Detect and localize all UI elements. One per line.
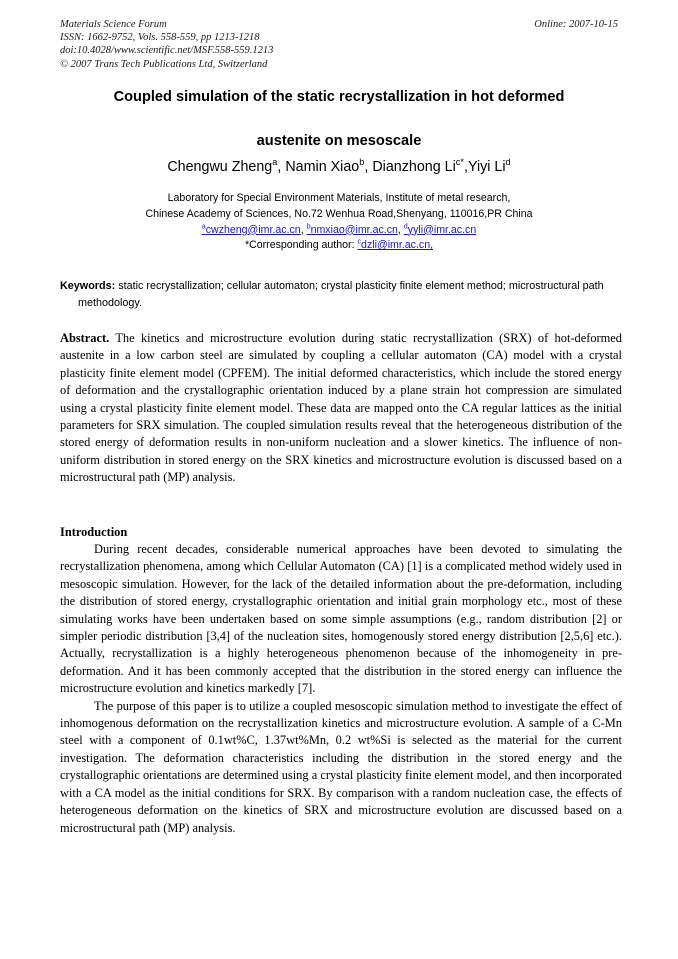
author-sup-1: a	[272, 157, 278, 168]
author-sup-3: c*	[455, 157, 464, 168]
online-date: Online: 2007-10-15	[534, 19, 618, 30]
journal-name: Materials Science Forum	[60, 19, 167, 30]
title-line-2: austenite on mesoscale	[256, 133, 422, 149]
abstract-text: The kinetics and microstructure evolution during static recrystallization (SRX) of hot-deformed austenite in a low carbon steel are simulated by coupling a cellular automaton (CA) model with a crystal plasticity finite element model (CPFEM). The initial deformed characteristics, which include the stored energy of deformation and the crystallographic orientation induced by a plane strain hot compression are simulated using a crystal plasticity finite element model. These data are mapped onto the CA regular lattices as the initial parameters for SRX simulation. The coupled simulation results reveal that the heterogeneous distribution of the stored energy of deformation results in non-uniform nucleation and a slower kinetics. The influence of non-uniform distribution in stored energy on the SRX kinetics and microstructure evolution is discussed based on a microstructural path (MP) analysis.	[60, 331, 622, 485]
email-separator-2: ,	[397, 223, 404, 236]
author-separator-3: ,	[463, 159, 468, 175]
journal-copyright-line: © 2007 Trans Tech Publications Ltd, Switzerland	[60, 58, 268, 70]
title-line-1: Coupled simulation of the static recrystallization in hot deformed	[113, 89, 565, 105]
author-list	[60, 158, 618, 177]
journal-issn-line: ISSN: 1662-9752, Vols. 558-559, pp 1213-1218	[60, 32, 260, 44]
affiliation-block	[60, 191, 618, 254]
author-sup-4: d	[505, 157, 511, 168]
page-title	[60, 88, 618, 150]
author-sup-2: b	[359, 157, 365, 168]
section-heading-introduction: Introduction	[60, 525, 128, 539]
affiliation-line-1: Laboratory for Special Environment Materials, Institute of metal research,	[167, 192, 511, 204]
email-sup-2: b	[306, 221, 311, 231]
corresponding-email-text: dzli@imr.ac.cn,	[361, 239, 434, 252]
author-name-3: Dianzhong Li	[372, 159, 456, 175]
keywords-block	[60, 278, 636, 311]
affiliation-line-2: Chinese Academy of Sciences, No.72 Wenhua Road,Shenyang, 110016,PR China	[145, 207, 533, 220]
email-sup-1: a	[201, 221, 206, 231]
email-text-2: nmxiao@imr.ac.cn	[310, 223, 398, 236]
keywords-label: Keywords:	[60, 280, 116, 292]
author-name-4: Yiyi Li	[467, 159, 506, 175]
journal-header-row-1	[60, 18, 618, 31]
introduction-paragraph-1: During recent decades, considerable numerical approaches have been devoted to simulating the recrystallization phenomena, among which Cellular Automaton (CA) [1] is a complicated method widely used in mesoscopic simulation. However, for the lack of the detailed information about the pre-deformation, including the distribution of stored energy, crystallographic orientation and initial grain morphology etc., most of these simulating works have been undertaken based on some simple assumptions (e.g., random distribution [2] or simpler periodic distribution [3,4] of the nucleation sites, homogenously stored energy distribution [2,5,6] etc.). Actually, recrystallization is a highly heterogeneous phenomenon because of the inhomogeneity in pre-deformation. And it has been commonly accepted that the distribution in the stored energy can influence the microstructure evolution and kinetics markedly [7].	[60, 542, 622, 696]
corresponding-author-label: *Corresponding author:	[244, 239, 358, 252]
email-link-3[interactable]	[403, 221, 477, 236]
email-link-1[interactable]	[201, 221, 301, 236]
email-link-2[interactable]	[306, 221, 398, 236]
abstract-label: Abstract.	[60, 331, 110, 345]
email-sup-3: d	[403, 221, 408, 231]
author-separator-2: ,	[364, 159, 373, 175]
corresponding-author-line	[60, 238, 618, 254]
email-separator-1: ,	[300, 223, 307, 236]
journal-header	[60, 18, 618, 71]
author-separator-1: ,	[277, 159, 286, 175]
author-name-1: Chengwu Zheng	[167, 159, 273, 175]
email-text-3: yyli@imr.ac.cn	[407, 223, 477, 236]
corresponding-email-link[interactable]	[357, 236, 434, 252]
journal-doi-line: doi:10.4028/www.scientific.net/MSF.558-559.1213	[60, 45, 274, 57]
introduction-body	[60, 541, 622, 837]
author-emails	[60, 223, 618, 239]
corresponding-email-sup: c	[357, 236, 362, 246]
email-text-1: cwzheng@imr.ac.cn	[205, 223, 301, 236]
author-name-2: Namin Xiao	[285, 159, 360, 175]
keywords-text: static recrystallization; cellular automaton; crystal plasticity finite element method; microstructural path methodology.	[78, 280, 604, 309]
abstract-block	[60, 330, 622, 487]
introduction-paragraph-2: The purpose of this paper is to utilize a coupled mesoscopic simulation method to investigate the effect of inhomogenous deformation on the recrystallization kinetics and microstructure evolution. A sample of a C-Mn steel with a component of 0.1wt%C, 1.37wt%Mn, 0.2 wt%Si is selected as the material for the current investigation. The deformation characteristics including the distribution in the stored energy and the crystallographic orientations are determined using a crystal plasticity finite element model, and then incorporated with a CA model as the initial conditions for SRX. By comparison with a random nucleation case, the effects of heterogeneous deformation on the kinetics of SRX and microstructure evolution are discussed based on a microstructural path (MP) analysis.	[60, 698, 622, 835]
